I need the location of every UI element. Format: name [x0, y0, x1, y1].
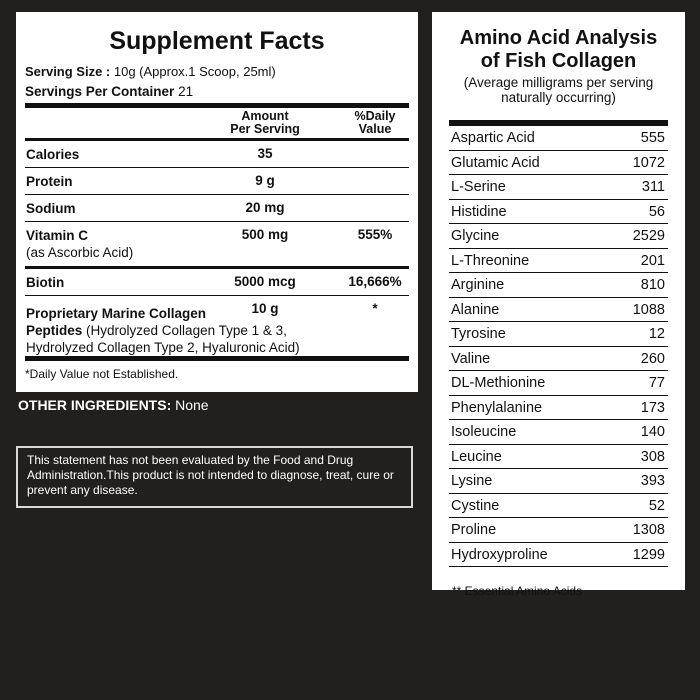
nutrient-amount: 35 [257, 146, 273, 161]
amino-acid-value: 77 [648, 375, 665, 391]
supplement-facts-title: Supplement Facts [109, 27, 325, 55]
amino-acid-name: L-Serine [451, 179, 506, 195]
nutrient-row-protein [25, 168, 409, 194]
amino-acid-row [449, 273, 668, 298]
nutrient-name: Sodium [26, 201, 76, 216]
amino-acid-name: Arginine [451, 277, 505, 293]
amino-acid-value: 1299 [632, 546, 665, 563]
amount-header-line2: Per Serving [230, 122, 300, 136]
amino-acid-row [449, 420, 668, 445]
amino-acid-panel [432, 12, 685, 598]
nutrient-name-sub: (as Ascorbic Acid) [26, 245, 134, 260]
amino-acid-value: 56 [648, 203, 665, 220]
amino-acid-value: 173 [640, 399, 665, 416]
amino-acid-row [449, 347, 668, 372]
supplement-facts-panel [16, 12, 418, 392]
nutrient-daily-value: * [372, 301, 378, 316]
proprietary-name-bold-2: Peptides [26, 323, 83, 338]
amino-acid-row [449, 249, 668, 274]
amino-subtitle-line1: (Average milligrams per serving [463, 75, 654, 90]
nutrient-name: Protein [26, 174, 73, 189]
daily-value-header [330, 110, 420, 136]
nutrient-name: Biotin [26, 275, 65, 290]
amino-acid-row [449, 200, 668, 225]
nutrient-amount: 20 mg [245, 200, 285, 215]
nutrient-row-biotin [25, 269, 409, 295]
amino-acid-name: Histidine [451, 203, 507, 220]
nutrient-amount: 10 g [251, 301, 279, 316]
amino-acid-row [449, 445, 668, 470]
nutrient-amount: 500 mg [241, 227, 289, 242]
amino-acid-name: Tyrosine [451, 326, 506, 342]
amino-acid-value: 52 [648, 497, 665, 514]
amino-acid-value: 393 [640, 473, 665, 489]
amino-acid-name: DL-Methionine [451, 375, 546, 391]
other-ingredients-label: OTHER INGREDIENTS: [18, 397, 172, 413]
amino-acid-row [449, 469, 668, 494]
other-ingredients [18, 397, 209, 413]
serving-size [25, 64, 409, 80]
serving-size-value: 10g (Approx.1 Scoop, 25ml) [110, 64, 276, 79]
nutrient-row-sodium [25, 195, 409, 221]
serving-size-label: Serving Size : [25, 64, 111, 79]
amino-acid-value: 555 [640, 130, 665, 146]
amino-acid-list [449, 126, 668, 567]
nutrient-name [26, 227, 133, 261]
amino-acid-value: 140 [640, 424, 665, 440]
amino-acid-value: 311 [641, 179, 665, 195]
amino-acid-row [449, 224, 668, 249]
column-header [25, 108, 409, 138]
amino-acid-name: Glutamic Acid [451, 154, 540, 171]
amino-acid-title [449, 12, 668, 73]
nutrient-name-main: Vitamin C [26, 228, 89, 243]
amino-acid-row [449, 322, 668, 347]
daily-value-footnote: *Daily Value not Established. [25, 367, 179, 381]
essential-amino-note: ** Essential Amino Acids [452, 584, 583, 598]
dv-header-line2: Value [358, 122, 392, 136]
nutrient-row-proprietary-collagen [25, 296, 409, 355]
amino-acid-name: Isoleucine [451, 424, 517, 440]
nutrient-amount: 5000 mcg [234, 274, 296, 289]
amino-acid-row [449, 126, 668, 151]
amino-acid-row [449, 175, 668, 200]
amino-acid-name: Lysine [451, 473, 493, 489]
amino-acid-name: Valine [451, 350, 491, 367]
amino-acid-row [449, 298, 668, 323]
amino-acid-name: Cystine [451, 497, 500, 514]
amino-acid-row [449, 396, 668, 421]
amount-header-line1: Amount [241, 109, 289, 123]
fda-disclaimer: This statement has not been evaluated by the Food and Drug Administration.This product is not intended to diagnose, treat, cure or prevent any disease. [16, 446, 413, 508]
amino-acid-value: 810 [640, 277, 665, 293]
amino-acid-value: 1072 [632, 154, 665, 171]
amino-acid-subtitle [449, 75, 668, 105]
amino-title-line1: Amino Acid Analysis [459, 27, 658, 49]
dv-header-line1: %Daily [354, 109, 396, 123]
nutrient-daily-value: 555% [357, 227, 393, 242]
servings-per-container [25, 83, 409, 100]
amino-acid-value: 2529 [632, 228, 665, 244]
divider [25, 356, 409, 361]
amino-acid-name: Aspartic Acid [451, 130, 535, 146]
amino-acid-row [449, 543, 668, 568]
proprietary-ingredients: (Hydrolyzed Collagen Type 1 & 3, Hydrolyzed Collagen Type 2, Hyaluronic Acid) [26, 323, 300, 355]
amino-acid-name: Hydroxyproline [451, 546, 548, 563]
amino-title-line2: of Fish Collagen [480, 50, 637, 72]
amino-acid-row [449, 151, 668, 176]
proprietary-name-bold: Proprietary Marine Collagen [26, 306, 207, 321]
amino-acid-row [449, 371, 668, 396]
amino-acid-row [449, 494, 668, 519]
amino-acid-name: L-Threonine [451, 252, 530, 269]
amino-acid-row [449, 518, 668, 543]
other-ingredients-value: None [171, 397, 209, 413]
amino-subtitle-line2: naturally occurring) [501, 90, 616, 105]
amino-acid-value: 201 [640, 252, 665, 269]
servings-value: 21 [174, 84, 194, 99]
amount-header [200, 110, 330, 136]
amino-acid-name: Phenylalanine [451, 399, 543, 416]
amino-acid-name: Leucine [451, 448, 502, 465]
nutrient-row-vitamin-c [25, 222, 409, 266]
amino-acid-value: 1308 [632, 522, 665, 538]
amino-acid-value: 260 [640, 350, 665, 367]
amino-acid-value: 1088 [632, 301, 665, 318]
nutrient-name: Calories [26, 147, 80, 162]
nutrient-amount: 9 g [255, 173, 275, 188]
servings-label: Servings Per Container [25, 84, 175, 99]
amino-acid-name: Alanine [451, 301, 500, 318]
amino-acid-name: Proline [451, 522, 497, 538]
nutrient-daily-value: 16,666% [348, 274, 402, 289]
amino-acid-value: 308 [640, 448, 665, 465]
amino-acid-name: Glycine [451, 228, 500, 244]
amino-acid-value: 12 [648, 326, 665, 342]
nutrient-row-calories [25, 141, 409, 167]
